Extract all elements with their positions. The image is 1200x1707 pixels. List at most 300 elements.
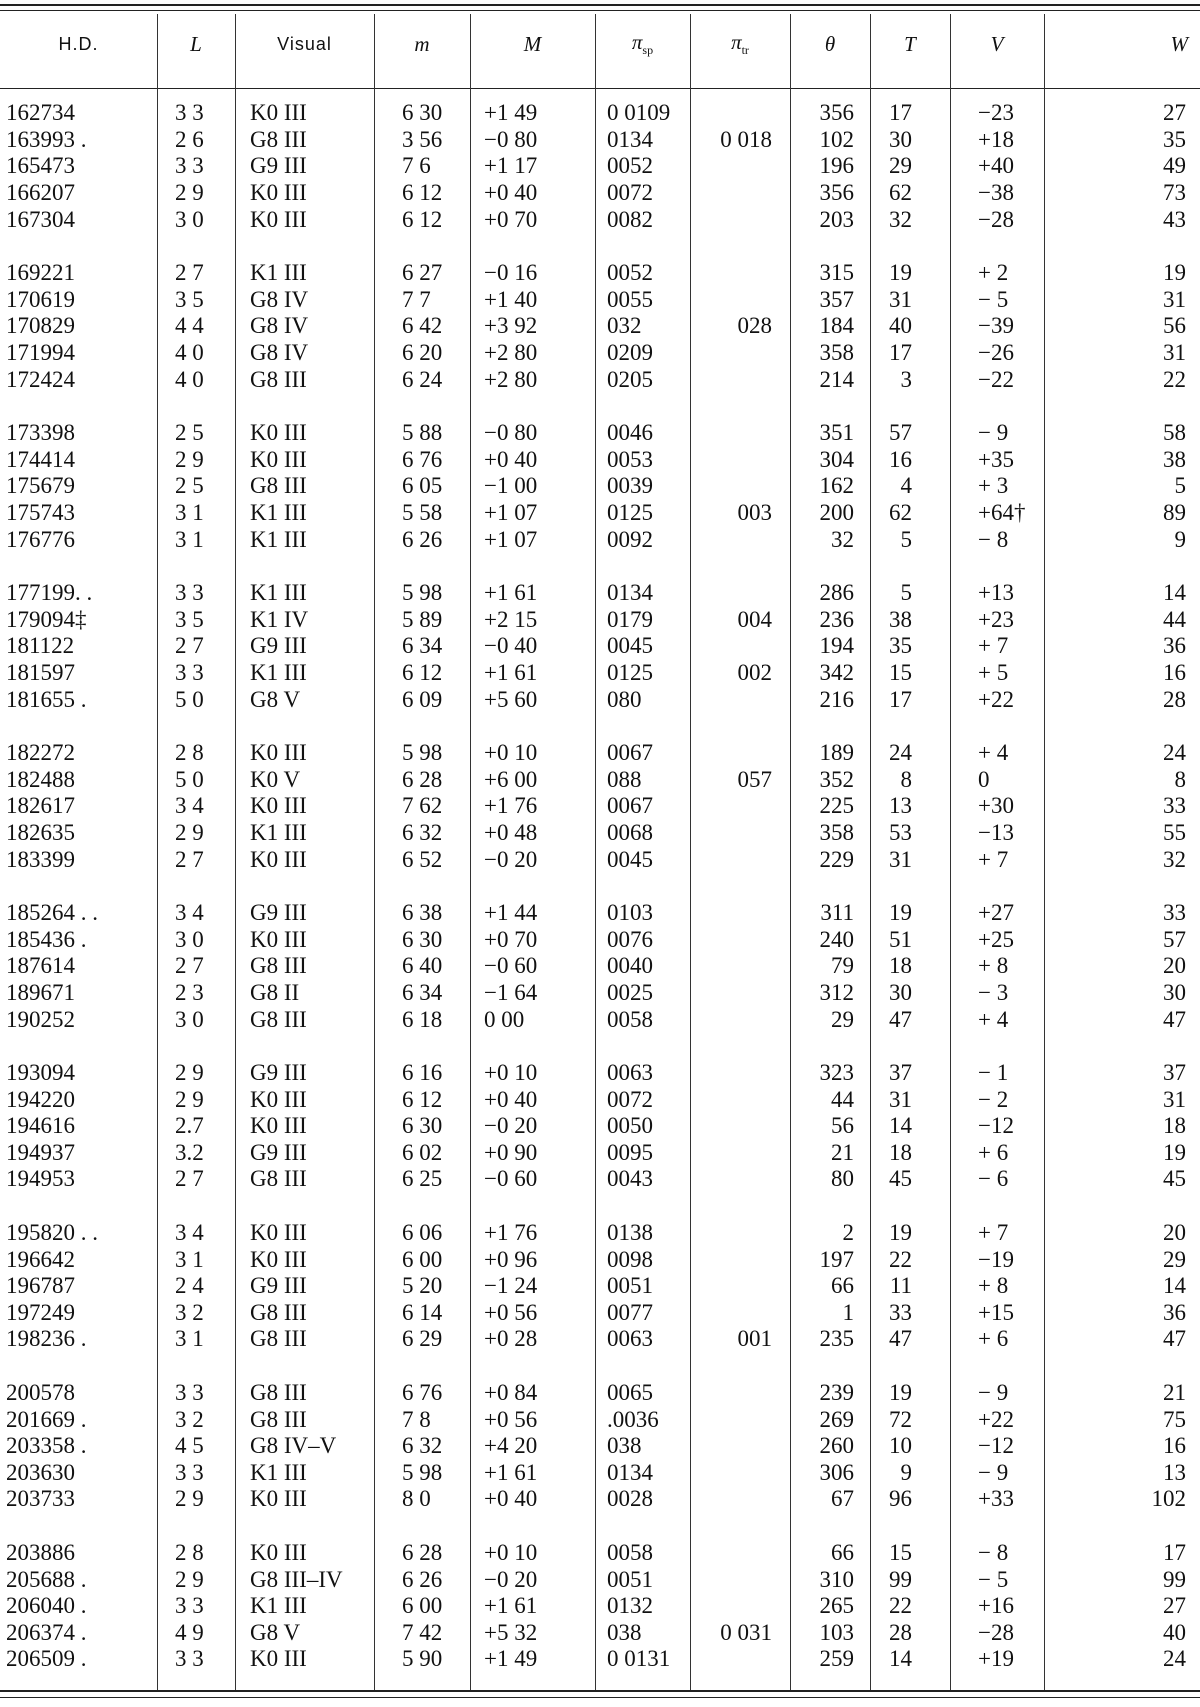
table-row [0, 473, 1200, 500]
cell-m: 6 25 [402, 1166, 443, 1192]
table-row [0, 153, 1200, 180]
cell-abs-m: +2 80 [484, 366, 538, 392]
cell-m: 6 12 [402, 659, 443, 685]
cell-l: 5 0 [175, 766, 204, 792]
cell-pi-sp: 0067 [607, 793, 653, 819]
cell-w: 30 [1163, 979, 1186, 1005]
cell-v: +13 [978, 580, 1014, 606]
cell-w: 19 [1163, 1139, 1186, 1165]
cell-v: − 3 [978, 979, 1009, 1005]
cell-theta: 103 [819, 1619, 854, 1645]
cell-v: + 4 [978, 1006, 1009, 1032]
table-body [0, 88, 1200, 1673]
cell-m: 6 05 [402, 473, 443, 499]
cell-m: 6 40 [402, 953, 443, 979]
cell-v: +64† [978, 500, 1026, 526]
cell-w: 17 [1163, 1540, 1186, 1566]
cell-t: 14 [889, 1113, 912, 1139]
cell-theta: 194 [819, 633, 854, 659]
cell-m: 5 90 [402, 1646, 443, 1672]
cell-m: 6 12 [402, 1086, 443, 1112]
cell-pi-sp: 0045 [607, 633, 653, 659]
cell-pi-tr [690, 686, 790, 713]
cell-theta: 66 [831, 1273, 854, 1299]
cell-pi-tr [690, 88, 790, 127]
table-row [0, 1140, 1200, 1167]
cell-theta: 2 [842, 1220, 854, 1246]
table-row [0, 447, 1200, 474]
cell-w: 38 [1163, 446, 1186, 472]
cell-t: 28 [889, 1619, 912, 1645]
cell-pi-tr [690, 1246, 790, 1273]
cell-pi-sp: 0134 [607, 126, 653, 152]
cell-abs-m: −0 16 [484, 260, 538, 286]
cell-pi-tr [690, 793, 790, 820]
cell-w: 8 [1174, 766, 1186, 792]
cell-pi-tr [690, 1460, 790, 1487]
cell-t: 33 [889, 1299, 912, 1325]
cell-visual: G8 V [250, 686, 301, 712]
cell-pi-tr [690, 1006, 790, 1033]
cell-w: 19 [1163, 260, 1186, 286]
cell-pi-sp: 0051 [607, 1273, 653, 1299]
cell-v: +30 [978, 793, 1014, 819]
cell-m: 6 18 [402, 1006, 443, 1032]
cell-l: 2 9 [175, 819, 204, 845]
cell-w: 31 [1163, 1086, 1186, 1112]
cell-t: 9 [900, 1459, 912, 1485]
cell-w: 24 [1163, 740, 1186, 766]
cell-w: 16 [1163, 659, 1186, 685]
cell-l: 3 3 [175, 153, 204, 179]
cell-v: + 7 [978, 633, 1009, 659]
cell-l: 3 2 [175, 1299, 204, 1325]
table-row [0, 686, 1200, 713]
cell-m: 6 28 [402, 1540, 443, 1566]
cell-hd: 206040 . [6, 1593, 87, 1619]
cell-pi-tr: 0 031 [720, 1619, 772, 1645]
cell-v: − 9 [978, 1459, 1009, 1485]
cell-v: −12 [978, 1113, 1014, 1139]
cell-v: + 2 [978, 260, 1009, 286]
cell-abs-m: +0 40 [484, 1086, 538, 1112]
cell-visual: K1 III [250, 1459, 307, 1485]
cell-pi-sp: 0063 [607, 1060, 653, 1086]
cell-m: 7 42 [402, 1619, 443, 1645]
cell-pi-sp: 0039 [607, 473, 653, 499]
cell-pi-sp: .0036 [607, 1406, 659, 1432]
cell-pi-tr: 001 [737, 1326, 772, 1352]
cell-hd: 187614 [6, 953, 75, 979]
cell-m: 6 32 [402, 819, 443, 845]
cell-v: +22 [978, 686, 1014, 712]
cell-t: 31 [889, 1086, 912, 1112]
header-v: V [990, 31, 1004, 56]
cell-hd: 182617 [6, 793, 75, 819]
cell-theta: 214 [819, 366, 854, 392]
cell-pi-tr [690, 1646, 790, 1673]
cell-pi-sp: 0045 [607, 846, 653, 872]
cell-v: −28 [978, 1619, 1014, 1645]
cell-theta: 189 [819, 740, 854, 766]
cell-m: 6 28 [402, 766, 443, 792]
cell-pi-sp: 0098 [607, 1246, 653, 1272]
table-row [0, 1593, 1200, 1620]
cell-m: 6 24 [402, 366, 443, 392]
cell-visual: K0 III [250, 846, 307, 872]
cell-hd: 183399 [6, 846, 75, 872]
cell-t: 16 [889, 446, 912, 472]
cell-abs-m: +0 96 [484, 1246, 538, 1272]
cell-v: + 7 [978, 1220, 1009, 1246]
cell-theta: 79 [831, 953, 854, 979]
cell-t: 4 [900, 473, 912, 499]
cell-m: 6 27 [402, 260, 443, 286]
cell-theta: 342 [819, 659, 854, 685]
bottom-rule [0, 1690, 1200, 1692]
cell-abs-m: +0 90 [484, 1139, 538, 1165]
cell-hd: 203886 [6, 1540, 75, 1566]
cell-l: 4 0 [175, 366, 204, 392]
cell-pi-tr [690, 287, 790, 314]
cell-v: +27 [978, 900, 1014, 926]
cell-t: 30 [889, 126, 912, 152]
cell-v: +22 [978, 1406, 1014, 1432]
cell-t: 5 [900, 580, 912, 606]
cell-hd: 194220 [6, 1086, 75, 1112]
cell-w: 58 [1163, 420, 1186, 446]
cell-w: 20 [1163, 1220, 1186, 1246]
cell-visual: G8 III [250, 1380, 307, 1406]
cell-visual: G9 III [250, 1139, 307, 1165]
cell-pi-sp: 0067 [607, 740, 653, 766]
cell-visual: K0 III [250, 100, 307, 126]
cell-abs-m: −1 64 [484, 979, 538, 1005]
table-row [0, 820, 1200, 847]
cell-t: 53 [889, 819, 912, 845]
cell-t: 18 [889, 953, 912, 979]
cell-visual: G8 III [250, 953, 307, 979]
cell-t: 10 [889, 1433, 912, 1459]
cell-hd: 174414 [6, 446, 75, 472]
cell-visual: K1 III [250, 260, 307, 286]
cell-pi-sp: 0095 [607, 1139, 653, 1165]
table-row [0, 233, 1200, 287]
table-row [0, 633, 1200, 660]
table-row [0, 953, 1200, 980]
cell-theta: 216 [819, 686, 854, 712]
cell-l: 3 1 [175, 1326, 204, 1352]
cell-w: 75 [1163, 1406, 1186, 1432]
header-pi-tr-sub: tr [741, 43, 749, 58]
cell-l: 2 8 [175, 1540, 204, 1566]
cell-visual: K0 III [250, 1220, 307, 1246]
cell-pi-tr: 0 018 [720, 126, 772, 152]
cell-w: 49 [1163, 153, 1186, 179]
header-abs-m: M [523, 31, 542, 56]
table-row [0, 1326, 1200, 1353]
cell-visual: G8 III [250, 1166, 307, 1192]
header-theta: θ [824, 31, 836, 56]
cell-pi-tr [690, 713, 790, 767]
cell-l: 5 0 [175, 686, 204, 712]
cell-v: − 2 [978, 1086, 1009, 1112]
cell-w: 57 [1163, 926, 1186, 952]
cell-w: 89 [1163, 500, 1186, 526]
header-row [0, 0, 1200, 88]
cell-theta: 312 [819, 979, 854, 1005]
cell-visual: G9 III [250, 153, 307, 179]
table-row [0, 1086, 1200, 1113]
cell-theta: 356 [819, 180, 854, 206]
cell-pi-sp: 0058 [607, 1540, 653, 1566]
cell-pi-sp: 0134 [607, 580, 653, 606]
cell-abs-m: +3 92 [484, 313, 538, 339]
cell-m: 5 20 [402, 1273, 443, 1299]
cell-theta: 260 [819, 1433, 854, 1459]
cell-v: +35 [978, 446, 1014, 472]
cell-v: + 8 [978, 953, 1009, 979]
cell-hd: 171994 [6, 340, 75, 366]
cell-w: 31 [1163, 286, 1186, 312]
cell-m: 6 09 [402, 686, 443, 712]
header-pi-tr-symbol: π [731, 29, 742, 54]
table-row [0, 1193, 1200, 1247]
cell-t: 35 [889, 633, 912, 659]
table-row [0, 500, 1200, 527]
cell-m: 6 26 [402, 1566, 443, 1592]
cell-pi-tr [690, 1113, 790, 1140]
cell-w: 9 [1174, 526, 1186, 552]
table-row [0, 393, 1200, 447]
table-row [0, 1513, 1200, 1567]
cell-w: 47 [1163, 1326, 1186, 1352]
cell-abs-m: +0 56 [484, 1406, 538, 1432]
cell-m: 6 76 [402, 446, 443, 472]
cell-l: 3 0 [175, 206, 204, 232]
cell-w: 28 [1163, 686, 1186, 712]
table-row [0, 1620, 1200, 1647]
cell-w: 33 [1163, 793, 1186, 819]
cell-w: 40 [1163, 1619, 1186, 1645]
cell-l: 3 4 [175, 793, 204, 819]
cell-abs-m: +0 56 [484, 1299, 538, 1325]
cell-pi-sp: 0134 [607, 1459, 653, 1485]
cell-v: − 6 [978, 1166, 1009, 1192]
cell-m: 8 0 [402, 1486, 431, 1512]
cell-hd: 195820 . . [6, 1220, 98, 1246]
cell-l: 2 4 [175, 1273, 204, 1299]
cell-abs-m: +2 15 [484, 606, 538, 632]
cell-t: 11 [889, 1273, 912, 1299]
cell-pi-sp: 0053 [607, 446, 653, 472]
cell-hd: 206374 . [6, 1619, 87, 1645]
cell-abs-m: −0 20 [484, 846, 538, 872]
cell-w: 20 [1163, 953, 1186, 979]
cell-w: 43 [1163, 206, 1186, 232]
cell-m: 6 42 [402, 313, 443, 339]
cell-pi-sp: 0055 [607, 286, 653, 312]
cell-theta: 286 [819, 580, 854, 606]
cell-visual: K0 III [250, 793, 307, 819]
cell-pi-tr [690, 153, 790, 180]
cell-abs-m: +1 61 [484, 1593, 538, 1619]
cell-visual: K0 III [250, 1540, 307, 1566]
table-row [0, 980, 1200, 1007]
cell-abs-m: +1 07 [484, 526, 538, 552]
cell-t: 32 [889, 206, 912, 232]
cell-t: 13 [889, 793, 912, 819]
table-row [0, 660, 1200, 687]
cell-t: 45 [889, 1166, 912, 1192]
cell-theta: 352 [819, 766, 854, 792]
cell-pi-tr [690, 1193, 790, 1247]
cell-v: −22 [978, 366, 1014, 392]
cell-l: 3 4 [175, 1220, 204, 1246]
cell-hd: 197249 [6, 1299, 75, 1325]
cell-pi-sp: 0058 [607, 1006, 653, 1032]
cell-t: 57 [889, 420, 912, 446]
cell-visual: G8 III [250, 1406, 307, 1432]
cell-pi-sp: 0 0109 [607, 100, 671, 126]
cell-v: +19 [978, 1646, 1014, 1672]
cell-pi-tr [690, 526, 790, 553]
table-row [0, 846, 1200, 873]
cell-theta: 315 [819, 260, 854, 286]
cell-t: 15 [889, 1540, 912, 1566]
cell-pi-tr [690, 447, 790, 474]
cell-m: 5 98 [402, 740, 443, 766]
cell-w: 45 [1163, 1166, 1186, 1192]
cell-t: 96 [889, 1486, 912, 1512]
cell-theta: 80 [831, 1166, 854, 1192]
cell-visual: G8 III [250, 1006, 307, 1032]
cell-hd: 166207 [6, 180, 75, 206]
cell-pi-sp: 0051 [607, 1566, 653, 1592]
cell-m: 6 14 [402, 1299, 443, 1325]
cell-pi-sp: 0052 [607, 260, 653, 286]
cell-l: 3 3 [175, 1593, 204, 1619]
cell-visual: G8 III [250, 126, 307, 152]
cell-abs-m: +0 28 [484, 1326, 538, 1352]
cell-l: 2 9 [175, 1086, 204, 1112]
cell-hd: 165473 [6, 153, 75, 179]
cell-hd: 190252 [6, 1006, 75, 1032]
cell-pi-tr [690, 1406, 790, 1433]
cell-pi-tr [690, 980, 790, 1007]
cell-abs-m: +1 40 [484, 286, 538, 312]
cell-pi-tr: 004 [737, 606, 772, 632]
cell-visual: G9 III [250, 900, 307, 926]
cell-t: 31 [889, 286, 912, 312]
cell-t: 31 [889, 846, 912, 872]
table-row [0, 1486, 1200, 1513]
cell-m: 6 38 [402, 900, 443, 926]
cell-pi-tr [690, 953, 790, 980]
cell-pi-tr [690, 393, 790, 447]
table-row [0, 1113, 1200, 1140]
cell-theta: 162 [819, 473, 854, 499]
cell-l: 2 6 [175, 126, 204, 152]
cell-m: 6 16 [402, 1060, 443, 1086]
cell-t: 15 [889, 659, 912, 685]
cell-theta: 196 [819, 153, 854, 179]
cell-hd: 200578 [6, 1380, 75, 1406]
cell-t: 18 [889, 1139, 912, 1165]
cell-w: 18 [1163, 1113, 1186, 1139]
cell-abs-m: +1 76 [484, 793, 538, 819]
cell-hd: 170619 [6, 286, 75, 312]
cell-w: 31 [1163, 340, 1186, 366]
cell-w: 36 [1163, 633, 1186, 659]
cell-hd: 169221 [6, 260, 75, 286]
cell-t: 19 [889, 1220, 912, 1246]
cell-theta: 32 [831, 526, 854, 552]
cell-visual: K0 III [250, 1246, 307, 1272]
cell-hd: 196642 [6, 1246, 75, 1272]
cell-v: + 8 [978, 1273, 1009, 1299]
cell-t: 19 [889, 900, 912, 926]
cell-abs-m: +1 07 [484, 500, 538, 526]
cell-pi-sp: 0209 [607, 340, 653, 366]
cell-m: 6 02 [402, 1139, 443, 1165]
cell-t: 22 [889, 1593, 912, 1619]
cell-pi-tr [690, 1033, 790, 1087]
table-row [0, 1166, 1200, 1193]
cell-pi-tr [690, 366, 790, 393]
table-row [0, 1033, 1200, 1087]
cell-v: + 6 [978, 1139, 1009, 1165]
cell-m: 6 00 [402, 1246, 443, 1272]
cell-w: 56 [1163, 313, 1186, 339]
cell-v: +40 [978, 153, 1014, 179]
cell-l: 3 1 [175, 500, 204, 526]
cell-theta: 239 [819, 1380, 854, 1406]
cell-l: 3 0 [175, 926, 204, 952]
cell-hd: 194937 [6, 1139, 75, 1165]
cell-hd: 162734 [6, 100, 75, 126]
cell-pi-tr [690, 233, 790, 287]
cell-hd: 175743 [6, 500, 75, 526]
cell-m: 7 62 [402, 793, 443, 819]
cell-m: 6 30 [402, 1113, 443, 1139]
cell-theta: 235 [819, 1326, 854, 1352]
cell-abs-m: +2 80 [484, 340, 538, 366]
cell-v: − 8 [978, 1540, 1009, 1566]
cell-t: 5 [900, 526, 912, 552]
cell-t: 14 [889, 1646, 912, 1672]
cell-l: 2 7 [175, 633, 204, 659]
cell-pi-sp: 0040 [607, 953, 653, 979]
cell-visual: G8 IV [250, 286, 309, 312]
cell-m: 6 76 [402, 1380, 443, 1406]
cell-theta: 184 [819, 313, 854, 339]
table-row [0, 1006, 1200, 1033]
table-row [0, 313, 1200, 340]
cell-w: 99 [1163, 1566, 1186, 1592]
cell-abs-m: −0 60 [484, 953, 538, 979]
cell-m: 7 6 [402, 153, 431, 179]
cell-hd: 172424 [6, 366, 75, 392]
cell-abs-m: +0 10 [484, 740, 538, 766]
cell-v: −23 [978, 100, 1014, 126]
cell-m: 6 12 [402, 206, 443, 232]
cell-l: 3 5 [175, 606, 204, 632]
cell-hd: 196787 [6, 1273, 75, 1299]
cell-v: + 6 [978, 1326, 1009, 1352]
cell-l: 4 5 [175, 1433, 204, 1459]
cell-l: 3 3 [175, 580, 204, 606]
